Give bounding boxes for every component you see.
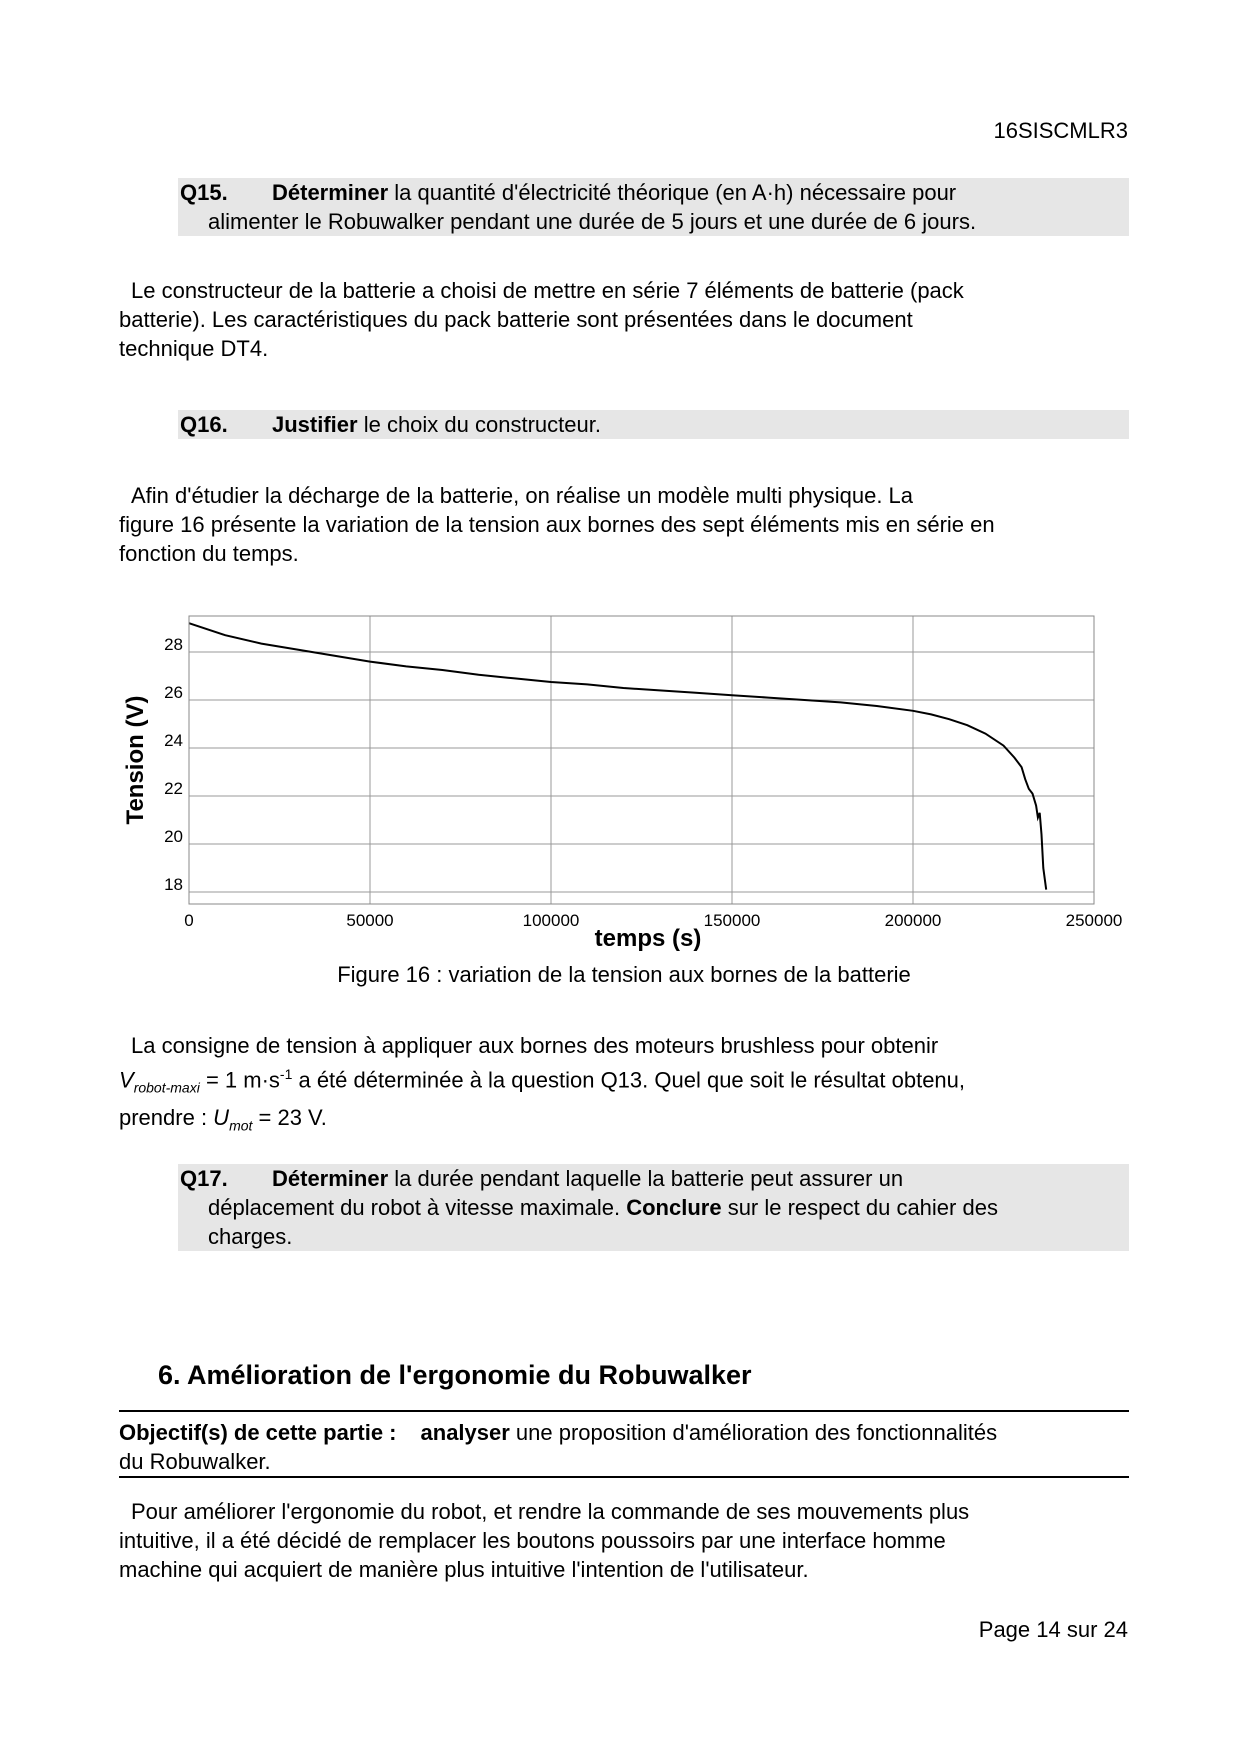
y-tick-label: 28: [164, 635, 183, 654]
objective-label: Objectif(s) de cette partie :: [119, 1420, 397, 1445]
page-number: Page 14 sur 24: [978, 1617, 1128, 1642]
y-tick-label: 24: [164, 731, 183, 750]
para4-line1: Pour améliorer l'ergonomie du robot, et rendre la commande de ses mouvements plus: [131, 1499, 970, 1524]
unit-exponent: -1: [279, 1066, 293, 1082]
para4-line3: machine qui acquiert de manière plus intuitive l'intention de l'utilisateur.: [119, 1557, 809, 1582]
para4-line2: intuitive, il a été décidé de remplacer les boutons poussoirs par une interface homme: [119, 1528, 946, 1553]
x-tick-label: 200000: [884, 911, 942, 930]
q15-number: Q15.: [180, 180, 228, 205]
q16-text: le choix du constructeur.: [357, 412, 601, 437]
x-tick-label: 100000: [522, 911, 580, 930]
paragraph-consigne: [119, 1031, 1129, 1140]
q15-verb: Déterminer: [272, 180, 389, 205]
objective-verb: analyser: [420, 1420, 510, 1445]
y-tick-label: 18: [164, 875, 183, 894]
objective-block: [119, 1418, 1129, 1476]
para1-line2: batterie). Les caractéristiques du pack batterie sont présentées dans le document: [119, 307, 913, 332]
q15-text-line2: alimenter le Robuwalker pendant une durée de 5 jours et une durée de 6 jours.: [208, 209, 977, 234]
q17-text-line1: la durée pendant laquelle la batterie peut assurer un: [388, 1166, 904, 1191]
v-subscript: robot-maxi: [133, 1079, 200, 1096]
para2-line1: Afin d'étudier la décharge de la batterie, on réalise un modèle multi physique. La: [131, 483, 914, 508]
x-tick-label: 50000: [346, 911, 394, 930]
v-symbol: V: [119, 1067, 134, 1093]
objective-top-rule: [119, 1410, 1129, 1412]
tension-chart: [110, 606, 1140, 956]
objective-bottom-rule: [119, 1476, 1129, 1478]
para1-line3: technique DT4.: [119, 336, 269, 361]
x-tick-label: 250000: [1065, 911, 1123, 930]
x-tick-label: 150000: [703, 911, 761, 930]
para3-line2: [119, 1060, 1129, 1103]
document-code: 16SISCMLR3: [993, 118, 1128, 143]
paragraph-ergonomie: [119, 1497, 1129, 1584]
u-symbol: U: [213, 1104, 230, 1130]
q16-verb: Justifier: [272, 412, 358, 437]
para3-line1: La consigne de tension à appliquer aux bornes des moteurs brushless pour obtenir: [131, 1033, 939, 1058]
q17-text-line2a: déplacement du robot à vitesse maximale.: [208, 1195, 627, 1220]
q17-text-line3: charges.: [208, 1224, 293, 1249]
q15-text-line1: la quantité d'électricité théorique (en A·h) nécessaire pour: [388, 180, 957, 205]
y-axis-label: Tension (V): [122, 695, 149, 825]
u-subscript: mot: [229, 1117, 253, 1134]
q17-verb2: Conclure: [626, 1195, 722, 1220]
question-q17: [178, 1164, 1129, 1251]
figure-caption: Figure 16 : variation de la tension aux bornes de la batterie: [337, 962, 911, 987]
para3-line2-mid: = 1 m·s: [199, 1067, 280, 1093]
objective-text1: une proposition d'amélioration des fonctionnalités: [509, 1420, 998, 1445]
question-q15: [178, 178, 1129, 236]
section-title: 6. Amélioration de l'ergonomie du Robuwalker: [158, 1360, 752, 1390]
q17-verb: Déterminer: [272, 1166, 389, 1191]
q17-text-line2b: sur le respect du cahier des: [721, 1195, 998, 1220]
para3-line2-end: a été déterminée à la question Q13. Quel que soit le résultat obtenu,: [292, 1067, 966, 1093]
para1-line1: Le constructeur de la batterie a choisi de mettre en série 7 éléments de batterie (pack: [131, 278, 964, 303]
q16-number: Q16.: [180, 412, 228, 437]
para3-line3: [119, 1103, 1129, 1140]
objective-line1: [119, 1418, 1129, 1447]
para3-line3-end: = 23 V.: [252, 1104, 327, 1130]
para2-line3: fonction du temps.: [119, 541, 299, 566]
para3-line3-start: prendre :: [119, 1104, 214, 1130]
y-tick-label: 26: [164, 683, 183, 702]
y-tick-label: 22: [164, 779, 183, 798]
q17-number: Q17.: [180, 1166, 228, 1191]
y-tick-label: 20: [164, 827, 183, 846]
question-q16: [178, 410, 1129, 439]
objective-line2: du Robuwalker.: [119, 1449, 271, 1474]
paragraph-decharge: [119, 481, 1129, 568]
x-axis-label: temps (s): [594, 925, 702, 952]
paragraph-pack-batterie: [119, 276, 1129, 363]
x-tick-label: 0: [184, 911, 194, 930]
para2-line2: figure 16 présente la variation de la tension aux bornes des sept éléments mis en série en: [119, 512, 995, 537]
